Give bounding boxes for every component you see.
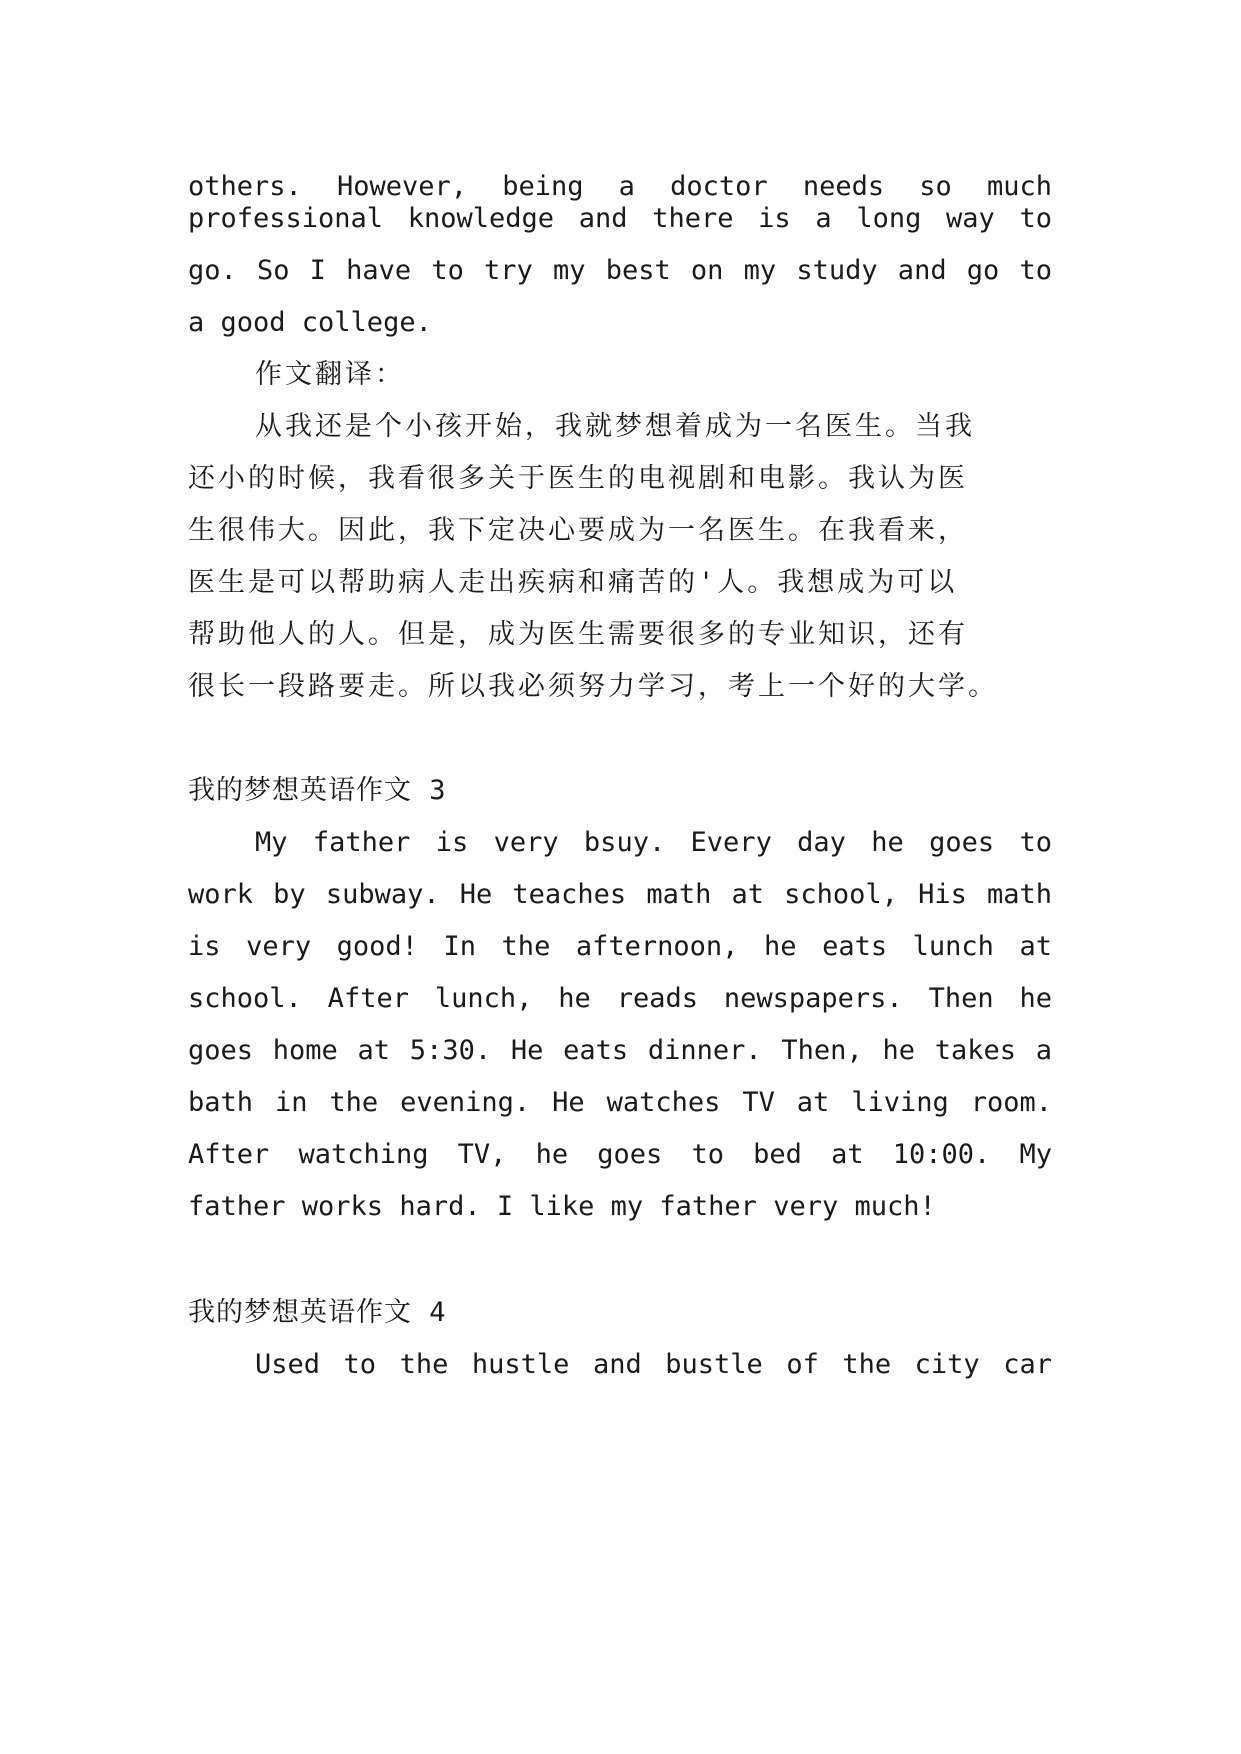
paragraph-line: My father is very bsuy. Every day he goes to: [255, 827, 1052, 858]
paragraph-line: others. However, being a doctor needs so much: [188, 171, 1052, 202]
paragraph-line: Used to the hustle and bustle of the city car: [255, 1349, 1052, 1380]
section-heading: 我的梦想英语作文 4: [188, 1297, 447, 1328]
paragraph-line: 医生是可以帮助病人走出疾病和痛苦的'人。我想成为可以: [188, 567, 958, 598]
paragraph-line: bath in the evening. He watches TV at living room.: [188, 1087, 1052, 1118]
paragraph-line: After watching TV, he goes to bed at 10:00. My: [188, 1139, 1052, 1170]
paragraph-line: 帮助他人的人。但是，成为医生需要很多的专业知识，还有: [188, 619, 968, 650]
paragraph-line: is very good! In the afternoon, he eats lunch at: [188, 931, 1052, 962]
paragraph-line: work by subway. He teaches math at school, His math: [188, 879, 1052, 910]
paragraph-line: go. So I have to try my best on my study and go to: [188, 255, 1052, 286]
paragraph-line: 还小的时候，我看很多关于医生的电视剧和电影。我认为医: [188, 463, 968, 494]
translation-heading: 作文翻译：: [255, 359, 405, 390]
paragraph-line: 从我还是个小孩开始，我就梦想着成为一名医生。当我: [255, 411, 975, 442]
paragraph-line: a good college.: [188, 307, 432, 338]
paragraph-line: 很长一段路要走。所以我必须努力学习，考上一个好的大学。: [188, 671, 998, 702]
paragraph-line: professional knowledge and there is a long way to: [188, 203, 1052, 234]
paragraph-line: 生很伟大。因此，我下定决心要成为一名医生。在我看来，: [188, 515, 968, 546]
paragraph-line: school. After lunch, he reads newspapers. Then he: [188, 983, 1052, 1014]
paragraph-line: father works hard. I like my father very much!: [188, 1191, 936, 1222]
section-heading: 我的梦想英语作文 3: [188, 775, 447, 806]
paragraph-line: goes home at 5:30. He eats dinner. Then, he takes a: [188, 1035, 1052, 1066]
